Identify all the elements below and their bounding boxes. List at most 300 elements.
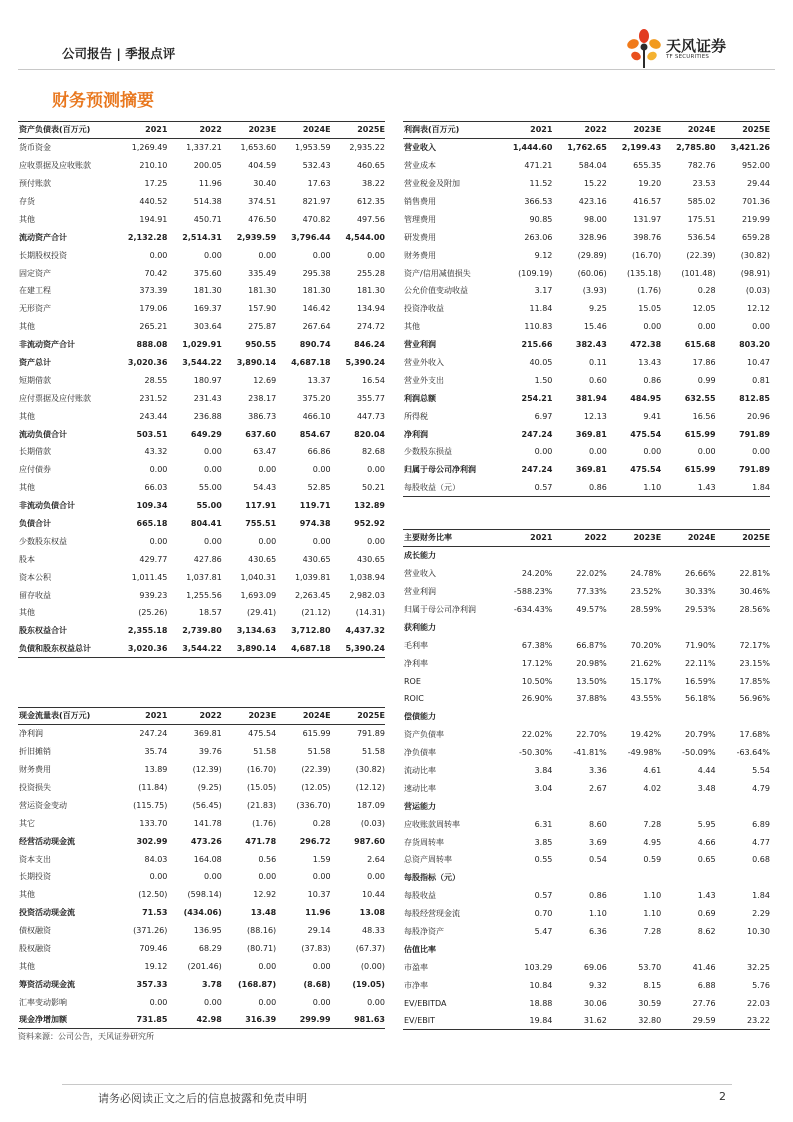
cell-value: 19.20: [638, 179, 662, 189]
row-label: 归属于母公司净利润: [404, 465, 476, 475]
cell-value: 181.30: [302, 286, 331, 296]
cell-value: 181.30: [193, 286, 222, 296]
cell-value: 30.59: [638, 998, 662, 1008]
cell-value: 612.35: [356, 197, 385, 206]
cell-value: 637.60: [245, 429, 277, 439]
cell-value: 0.00: [258, 536, 277, 546]
cell-value: 398.76: [633, 232, 662, 242]
cell-value: 0.54: [588, 855, 607, 865]
table-row: [18, 354, 385, 372]
table-row: [18, 515, 385, 533]
column-header: 2022: [199, 125, 222, 135]
table-row: [403, 1012, 770, 1030]
row-label: 固定资产: [19, 268, 51, 278]
cell-value: 49.57%: [576, 605, 607, 614]
cell-value: 430.65: [302, 554, 331, 564]
row-label: 市净率: [404, 980, 428, 990]
cell-value: 5.54: [752, 766, 770, 776]
cell-value: 180.97: [193, 375, 222, 385]
row-label: 其他: [19, 483, 35, 493]
cell-value: 30.33%: [685, 587, 716, 597]
cell-value: 2,355.18: [127, 626, 168, 636]
cell-value: -41.81%: [573, 748, 607, 758]
row-label: 营业收入: [404, 143, 436, 153]
row-label: 筹资活动现金流: [19, 979, 75, 989]
cell-value: 791.89: [739, 429, 770, 439]
cell-value: (21.83): [247, 800, 277, 810]
table-row: [403, 583, 770, 601]
cell-value: -50.09%: [682, 748, 716, 758]
table-row: [18, 550, 385, 568]
table-row: [18, 743, 385, 761]
cell-value: 0.00: [643, 447, 662, 457]
table-row: [403, 636, 770, 654]
row-label: 流动比率: [404, 766, 436, 776]
table-row: [403, 228, 770, 246]
cell-value: -634.43%: [513, 605, 553, 614]
cell-value: 110.83: [524, 322, 553, 332]
cell-value: 585.02: [687, 197, 716, 206]
cell-value: (115.75): [133, 800, 168, 810]
cell-value: 275.87: [248, 322, 277, 332]
cell-value: 179.06: [139, 304, 168, 314]
cell-value: 0.59: [643, 855, 662, 865]
cell-value: 475.54: [630, 429, 662, 439]
cell-value: 23.22: [747, 1015, 770, 1025]
row-label: 其他: [404, 322, 420, 332]
row-label: 营运能力: [404, 801, 436, 811]
cell-value: 466.10: [302, 411, 331, 421]
cell-value: 355.77: [356, 393, 385, 403]
cell-value: 615.68: [684, 340, 716, 350]
table-row: [403, 618, 770, 636]
cell-value: 939.23: [139, 590, 168, 600]
cell-value: 194.91: [139, 214, 168, 224]
cell-value: 4.95: [643, 837, 662, 847]
cell-value: 17.86: [692, 358, 716, 368]
cell-value: 3,020.36: [127, 643, 168, 653]
table-row: [403, 264, 770, 282]
cell-value: 1.59: [312, 854, 331, 864]
cell-value: 18.57: [198, 608, 222, 618]
row-label: 营业收入: [404, 569, 436, 579]
cell-value: (88.16): [247, 926, 277, 936]
cell-value: 0.00: [203, 872, 222, 882]
cell-value: (30.82): [740, 250, 770, 260]
column-header: 2022: [199, 711, 222, 721]
cell-value: 5.95: [697, 819, 716, 829]
column-header: 2022: [584, 125, 607, 135]
cell-value: 90.85: [529, 214, 553, 224]
cell-value: 69.06: [583, 962, 607, 972]
cell-value: (15.05): [247, 783, 277, 792]
cell-value: 55.00: [198, 483, 222, 493]
cell-value: 10.50%: [521, 676, 553, 686]
table-row: [18, 228, 385, 246]
row-label: 投资活动现金流: [19, 908, 75, 918]
column-header: 2025E: [357, 125, 385, 135]
cell-value: 4.44: [697, 766, 716, 776]
cell-value: 0.00: [312, 465, 331, 475]
cell-value: 82.68: [362, 447, 385, 457]
row-label: 非流动资产合计: [19, 340, 75, 350]
source-note: 资料来源：公司公告，天风证券研究所: [18, 1032, 154, 1041]
cell-value: 1.43: [697, 891, 716, 901]
row-label: EV/EBIT: [404, 1015, 436, 1025]
table-row: [18, 568, 385, 586]
cell-value: 63.47: [253, 447, 277, 457]
table-row: [403, 175, 770, 193]
cell-value: 28.55: [144, 375, 168, 385]
column-header: 2024E: [687, 125, 716, 135]
table-row: [18, 904, 385, 922]
table-row: [18, 532, 385, 550]
cell-value: 471.21: [524, 161, 553, 171]
cell-value: 1.43: [697, 482, 716, 492]
cell-value: 3.78: [202, 979, 222, 989]
cell-value: 0.00: [149, 465, 168, 475]
table-row: [18, 157, 385, 175]
cell-value: (336.70): [296, 800, 331, 810]
table-row: [18, 389, 385, 407]
cell-value: 16.54: [362, 375, 385, 385]
cell-value: 1,037.81: [186, 572, 222, 582]
cell-value: (3.93): [582, 286, 607, 296]
cell-value: 109.34: [136, 501, 168, 511]
row-label: 汇率变动影响: [19, 997, 67, 1007]
cell-value: 890.74: [299, 340, 331, 350]
cell-value: 514.38: [193, 197, 222, 206]
table-row: [403, 923, 770, 941]
table-row: [403, 976, 770, 994]
cell-value: 20.79%: [685, 730, 716, 740]
table-row: [403, 565, 770, 583]
cell-value: 3.04: [534, 783, 553, 793]
table-header-row: [403, 529, 770, 547]
table-row: [18, 300, 385, 318]
cell-value: (25.26): [138, 608, 168, 618]
cell-value: 17.85%: [739, 676, 770, 686]
cell-value: (135.18): [626, 268, 662, 278]
cell-value: 40.05: [529, 358, 553, 368]
row-label: 应付债券: [19, 465, 51, 475]
cell-value: 2,982.03: [349, 590, 385, 600]
cell-value: -49.98%: [627, 748, 662, 758]
row-label: 预付账款: [19, 179, 51, 189]
cell-value: (598.14): [187, 890, 222, 900]
page-number: 2: [719, 1090, 726, 1103]
cell-value: (0.03): [745, 286, 770, 296]
table-row: [18, 779, 385, 797]
cell-value: 782.76: [687, 161, 716, 171]
cell-value: 812.85: [739, 393, 770, 403]
cell-value: 0.00: [258, 250, 277, 260]
row-label: 债权融资: [19, 926, 51, 936]
row-label: 研发费用: [404, 232, 436, 242]
table-row: [403, 940, 770, 958]
cell-value: 2.67: [588, 783, 607, 793]
cell-value: (21.12): [301, 608, 331, 618]
cell-value: 4.66: [697, 837, 716, 847]
cell-value: 77.33%: [576, 587, 607, 597]
cell-value: 632.55: [684, 393, 716, 403]
cell-value: 0.57: [534, 891, 553, 901]
row-label: EV/EBITDA: [404, 998, 447, 1008]
cell-value: (12.12): [355, 783, 385, 792]
cell-value: 649.29: [190, 429, 222, 439]
cell-value: 709.46: [139, 944, 168, 954]
row-label: 所得税: [404, 411, 428, 421]
cell-value: 51.58: [307, 747, 331, 757]
cell-value: 303.64: [193, 322, 222, 332]
cell-value: 255.28: [356, 268, 385, 278]
cell-value: 0.11: [588, 358, 607, 368]
cell-value: 10.44: [362, 890, 385, 900]
table-row: [403, 193, 770, 211]
header-divider: [18, 69, 775, 70]
cell-value: 52.85: [307, 483, 331, 493]
cell-value: 12.13: [583, 411, 607, 421]
cell-value: 6.31: [534, 819, 553, 829]
cell-value: 8.15: [643, 980, 662, 990]
cell-value: 53.70: [638, 962, 662, 972]
cell-value: 430.65: [356, 554, 385, 564]
cell-value: 846.24: [354, 340, 385, 350]
cell-value: 9.12: [534, 250, 553, 260]
cell-value: 219.99: [741, 214, 770, 224]
company-logo: [622, 26, 737, 72]
cell-value: 12.12: [747, 304, 770, 314]
cell-value: 2.64: [367, 854, 385, 864]
cell-value: 2,785.80: [676, 143, 716, 153]
cell-value: 6.88: [697, 980, 716, 990]
cell-value: 32.25: [747, 962, 770, 972]
row-label: 流动负债合计: [19, 429, 67, 439]
row-label: 速动比率: [404, 783, 436, 793]
row-label: 市盈率: [404, 962, 428, 972]
row-label: 毛利率: [404, 640, 428, 650]
cell-value: -588.23%: [513, 587, 553, 597]
cell-value: 316.39: [245, 1015, 277, 1025]
cell-value: 950.55: [245, 340, 277, 350]
cell-value: 13.43: [638, 358, 662, 368]
cell-value: 820.04: [354, 429, 385, 439]
row-label: 投资损失: [19, 783, 51, 792]
table-row: [18, 725, 385, 743]
cell-value: 48.33: [362, 926, 385, 936]
row-label: 流动资产合计: [19, 232, 67, 242]
cell-value: 375.20: [302, 393, 331, 403]
cell-value: 68.29: [198, 944, 222, 954]
cell-value: 497.56: [356, 214, 385, 224]
cell-value: 98.00: [583, 214, 607, 224]
table-row: [18, 993, 385, 1011]
column-header: 2021: [145, 125, 168, 135]
cell-value: 243.44: [139, 411, 168, 421]
cell-value: 8.60: [588, 819, 607, 829]
cell-value: 0.81: [752, 375, 770, 385]
cell-value: 134.94: [356, 304, 385, 314]
row-label: 其他: [19, 322, 35, 332]
row-label: 净利润: [19, 729, 43, 739]
row-label: 其他: [19, 608, 35, 618]
cell-value: 473.26: [190, 836, 222, 846]
cell-value: 13.48: [250, 908, 277, 918]
column-header: 2021: [145, 711, 168, 721]
cell-value: 484.95: [630, 393, 662, 403]
cell-value: 0.00: [588, 447, 607, 457]
table-row: [403, 994, 770, 1012]
cell-value: 0.00: [643, 322, 662, 332]
table-row: [403, 371, 770, 389]
table-row: [18, 850, 385, 868]
cell-value: 4,437.32: [345, 626, 385, 636]
cell-value: (434.06): [183, 908, 222, 918]
table-row: [18, 868, 385, 886]
cell-value: 11.52: [529, 179, 553, 189]
cell-value: 0.00: [258, 465, 277, 475]
cell-value: 247.24: [521, 465, 553, 475]
cell-value: 0.00: [149, 872, 168, 882]
cell-value: 0.00: [203, 997, 222, 1007]
cell-value: 472.38: [630, 340, 662, 350]
cell-value: (37.83): [301, 944, 331, 954]
cell-value: 42.98: [196, 1015, 222, 1025]
cell-value: 0.86: [643, 375, 662, 385]
table-row: [403, 690, 770, 708]
table-row: [18, 193, 385, 211]
row-label: 存货周转率: [404, 837, 444, 847]
cell-value: 9.41: [643, 411, 662, 421]
cell-value: 615.99: [684, 465, 716, 475]
row-label: 成长能力: [404, 551, 436, 561]
cell-value: 131.97: [633, 214, 662, 224]
column-header: 2024E: [302, 711, 331, 721]
cell-value: 0.68: [752, 855, 770, 865]
cell-value: 22.02%: [521, 730, 553, 740]
row-label: 其他: [19, 961, 35, 971]
table-header-row: [18, 707, 385, 725]
cell-value: 471.78: [245, 836, 277, 846]
table-row: [18, 586, 385, 604]
cell-value: 72.17%: [739, 640, 770, 650]
cell-value: (60.06): [577, 268, 607, 278]
financial-ratios-table: [403, 529, 770, 1030]
table-row: [18, 957, 385, 975]
cell-value: 0.56: [258, 854, 277, 864]
table-row: [403, 318, 770, 336]
row-label: 负债合计: [19, 519, 51, 529]
cell-value: 15.17%: [630, 676, 662, 686]
cell-value: 19.12: [144, 961, 168, 971]
cell-value: (12.50): [138, 890, 168, 900]
cell-value: 38.22: [362, 179, 385, 189]
cell-value: (16.70): [247, 765, 277, 775]
cell-value: 0.00: [312, 872, 331, 882]
cell-value: 296.72: [299, 836, 331, 846]
cell-value: (201.46): [187, 961, 222, 971]
table-title: 利润表(百万元): [404, 125, 460, 135]
cell-value: 328.96: [578, 232, 607, 242]
cell-value: 70.20%: [630, 640, 662, 650]
cell-value: 56.96%: [739, 694, 770, 704]
cell-value: 3,544.22: [182, 643, 222, 653]
row-label: 短期借款: [19, 375, 51, 385]
cell-value: 440.52: [139, 197, 168, 206]
cell-value: 2.29: [752, 909, 770, 919]
cell-value: 15.46: [583, 322, 607, 332]
cell-value: (29.41): [247, 608, 277, 618]
cell-value: 13.08: [359, 908, 385, 918]
cell-value: (12.05): [301, 783, 331, 792]
cell-value: 2,739.80: [182, 626, 222, 636]
table-row: [403, 779, 770, 797]
table-row: [403, 407, 770, 425]
table-row: [18, 886, 385, 904]
cell-value: (1.76): [637, 286, 662, 296]
cell-value: 0.00: [258, 872, 277, 882]
cell-value: 791.89: [739, 465, 770, 475]
table-row: [403, 461, 770, 479]
cell-value: 0.60: [588, 375, 607, 385]
table-row: [403, 869, 770, 887]
table-row: [403, 282, 770, 300]
cell-value: 0.00: [697, 322, 716, 332]
row-label: 每股收益（元）: [404, 482, 460, 492]
cell-value: 503.51: [136, 429, 168, 439]
row-label: 折旧摊销: [19, 747, 51, 757]
cell-value: 29.14: [307, 926, 331, 936]
cell-value: 0.99: [697, 375, 716, 385]
cell-value: 335.49: [248, 268, 277, 278]
cell-value: 181.30: [248, 286, 277, 296]
cell-value: 23.52%: [630, 587, 662, 597]
cell-value: 1,444.60: [512, 143, 553, 153]
cell-value: (22.39): [301, 765, 331, 775]
cell-value: (371.26): [133, 926, 168, 936]
cell-value: 0.00: [149, 536, 168, 546]
cell-value: 1,011.45: [131, 572, 168, 582]
cell-value: 5.76: [752, 980, 770, 990]
cell-value: 1,762.65: [567, 143, 607, 153]
section-title: 财务预测摘要: [52, 91, 154, 111]
cell-value: 615.99: [302, 729, 331, 739]
cell-value: 164.08: [193, 854, 222, 864]
table-header-row: [403, 121, 770, 139]
cell-value: 7.28: [643, 927, 662, 937]
cell-value: 0.28: [312, 818, 331, 828]
cell-value: 29.59: [692, 1015, 716, 1025]
cell-value: 0.00: [697, 447, 716, 457]
cell-value: 29.53%: [685, 605, 716, 614]
cell-value: 1,693.09: [240, 590, 277, 600]
cell-value: 1.84: [752, 891, 770, 901]
column-header: 2025E: [742, 125, 770, 135]
cell-value: 17.12%: [521, 658, 553, 668]
table-row: [403, 762, 770, 780]
cell-value: 22.03: [747, 998, 770, 1008]
cell-value: 6.36: [588, 927, 607, 937]
cell-value: (0.00): [360, 961, 385, 971]
table-row: [18, 1011, 385, 1029]
cell-value: 2,263.45: [294, 590, 331, 600]
row-label: 净利率: [404, 658, 428, 668]
cell-value: 655.35: [633, 161, 662, 171]
cell-value: 50.21: [362, 483, 385, 493]
column-header: 2023E: [248, 125, 277, 135]
table-row: [18, 832, 385, 850]
cell-value: 17.63: [307, 179, 331, 189]
